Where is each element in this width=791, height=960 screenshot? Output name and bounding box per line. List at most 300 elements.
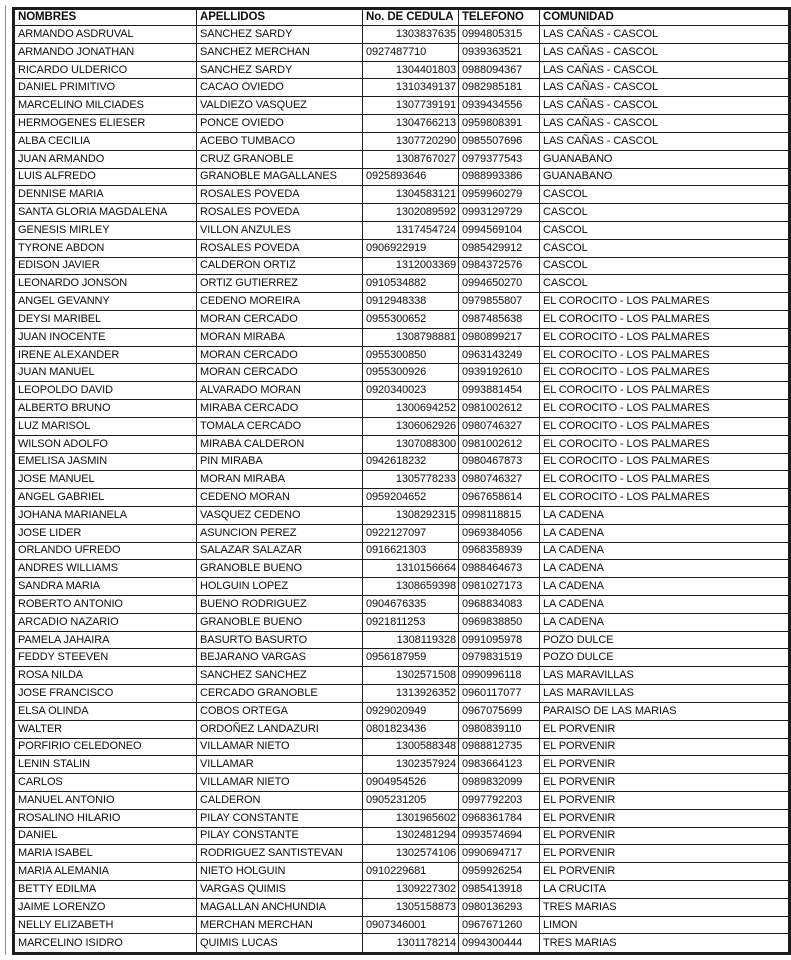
table-row xyxy=(14,898,790,916)
cell-telefono: 0967075699 xyxy=(459,702,540,720)
cell-telefono: 0989832099 xyxy=(459,774,540,792)
table-row xyxy=(14,221,790,239)
cell-comunidad: EL COROCITO - LOS PALMARES xyxy=(540,346,790,364)
cell-comunidad: EL COROCITO - LOS PALMARES xyxy=(540,364,790,382)
cell-apellidos: MERCHAN MERCHAN xyxy=(197,916,363,934)
cell-nombres: LEONARDO JONSON xyxy=(14,275,197,293)
cell-nombres: CARLOS xyxy=(14,774,197,792)
table-row xyxy=(14,720,790,738)
table-row xyxy=(14,685,790,703)
cell-comunidad: LAS CAÑAS - CASCOL xyxy=(540,97,790,115)
cell-nombres: DEYSI MARIBEL xyxy=(14,311,197,329)
cell-cedula: 0904676335 xyxy=(363,596,459,614)
cell-apellidos: ASUNCION PEREZ xyxy=(197,524,363,542)
table-body xyxy=(14,26,790,954)
cell-nombres: ANGEL GEVANNY xyxy=(14,293,197,311)
cell-cedula: 0956187959 xyxy=(363,649,459,667)
table-row xyxy=(14,186,790,204)
cell-telefono: 0994650270 xyxy=(459,275,540,293)
cell-apellidos: VILLAMAR xyxy=(197,756,363,774)
cell-comunidad: TRES MARIAS xyxy=(540,934,790,954)
table-row xyxy=(14,916,790,934)
cell-apellidos: ROSALES POVEDA xyxy=(197,186,363,204)
cell-apellidos: VALDIEZO VASQUEZ xyxy=(197,97,363,115)
cell-nombres: IRENE ALEXANDER xyxy=(14,346,197,364)
cell-cedula: 0925893646 xyxy=(363,168,459,186)
cell-nombres: MANUEL ANTONIO xyxy=(14,791,197,809)
cell-apellidos: CRUZ GRANOBLE xyxy=(197,150,363,168)
cell-telefono: 0979377543 xyxy=(459,150,540,168)
table-row xyxy=(14,667,790,685)
cell-telefono: 0998118815 xyxy=(459,506,540,524)
cell-telefono: 0969384056 xyxy=(459,524,540,542)
cell-comunidad: TRES MARIAS xyxy=(540,898,790,916)
cell-telefono: 0969838850 xyxy=(459,613,540,631)
cell-telefono: 0979855807 xyxy=(459,293,540,311)
cell-apellidos: GRANOBLE MAGALLANES xyxy=(197,168,363,186)
cell-cedula: 0904954526 xyxy=(363,774,459,792)
cell-telefono: 0963143249 xyxy=(459,346,540,364)
cell-comunidad: LIMON xyxy=(540,916,790,934)
cell-nombres: ROSALINO HILARIO xyxy=(14,809,197,827)
cell-nombres: SANDRA MARIA xyxy=(14,578,197,596)
cell-comunidad: POZO DULCE xyxy=(540,631,790,649)
cell-cedula: 1304401803 xyxy=(363,61,459,79)
cell-cedula: 0912948338 xyxy=(363,293,459,311)
cell-nombres: BETTY EDILMA xyxy=(14,881,197,899)
cell-telefono: 0980467873 xyxy=(459,453,540,471)
cell-comunidad: EL PORVENIR xyxy=(540,774,790,792)
table-row xyxy=(14,293,790,311)
cell-cedula: 1308767027 xyxy=(363,150,459,168)
cell-nombres: ELSA OLINDA xyxy=(14,702,197,720)
cell-nombres: LUZ MARISOL xyxy=(14,417,197,435)
cell-telefono: 0993574694 xyxy=(459,827,540,845)
cell-comunidad: EL PORVENIR xyxy=(540,720,790,738)
cell-nombres: EMELISA JASMIN xyxy=(14,453,197,471)
cell-telefono: 0985429912 xyxy=(459,239,540,257)
cell-cedula: 1317454724 xyxy=(363,221,459,239)
cell-telefono: 0980746327 xyxy=(459,417,540,435)
table-row xyxy=(14,756,790,774)
cell-nombres: LUIS ALFREDO xyxy=(14,168,197,186)
cell-comunidad: EL COROCITO - LOS PALMARES xyxy=(540,417,790,435)
cell-apellidos: SANCHEZ SANCHEZ xyxy=(197,667,363,685)
cell-telefono: 0994805315 xyxy=(459,26,540,44)
column-header-apellidos: APELLIDOS xyxy=(197,9,363,26)
cell-apellidos: ROSALES POVEDA xyxy=(197,239,363,257)
cell-telefono: 0997792203 xyxy=(459,791,540,809)
cell-cedula: 1310156664 xyxy=(363,560,459,578)
cell-apellidos: ORDOÑEZ LANDAZURI xyxy=(197,720,363,738)
table-row xyxy=(14,115,790,133)
cell-cedula: 1309227302 xyxy=(363,881,459,899)
cell-telefono: 0968361784 xyxy=(459,809,540,827)
table-row xyxy=(14,791,790,809)
cell-cedula: 1307739191 xyxy=(363,97,459,115)
cell-nombres: DANIEL xyxy=(14,827,197,845)
cell-comunidad: EL COROCITO - LOS PALMARES xyxy=(540,471,790,489)
cell-telefono: 0959808391 xyxy=(459,115,540,133)
table-row xyxy=(14,774,790,792)
cell-nombres: ROSA NILDA xyxy=(14,667,197,685)
cell-comunidad: GUANABANO xyxy=(540,168,790,186)
table-row xyxy=(14,239,790,257)
cell-telefono: 0993881454 xyxy=(459,382,540,400)
cell-cedula: 0910229681 xyxy=(363,863,459,881)
cell-nombres: ARCADIO NAZARIO xyxy=(14,613,197,631)
cell-comunidad: LA CADENA xyxy=(540,613,790,631)
cell-cedula: 1307720290 xyxy=(363,132,459,150)
cell-nombres: ARMANDO JONATHAN xyxy=(14,43,197,61)
table-row xyxy=(14,311,790,329)
cell-cedula: 1300588348 xyxy=(363,738,459,756)
column-header-comunidad: COMUNIDAD xyxy=(540,9,790,26)
table-row xyxy=(14,204,790,222)
cell-comunidad: EL PORVENIR xyxy=(540,791,790,809)
cell-telefono: 0981002612 xyxy=(459,435,540,453)
cell-comunidad: EL PORVENIR xyxy=(540,738,790,756)
cell-telefono: 0990694717 xyxy=(459,845,540,863)
cell-apellidos: ACEBO TUMBACO xyxy=(197,132,363,150)
cell-telefono: 0980746327 xyxy=(459,471,540,489)
cell-apellidos: VILLAMAR NIETO xyxy=(197,738,363,756)
cell-apellidos: VILLAMAR NIETO xyxy=(197,774,363,792)
table-row xyxy=(14,845,790,863)
cell-comunidad: EL COROCITO - LOS PALMARES xyxy=(540,435,790,453)
table-row xyxy=(14,26,790,44)
cell-nombres: JOHANA MARIANELA xyxy=(14,506,197,524)
cell-comunidad: CASCOL xyxy=(540,275,790,293)
cell-cedula: 1303837635 xyxy=(363,26,459,44)
cell-apellidos: CALDERON xyxy=(197,791,363,809)
cell-telefono: 0983664123 xyxy=(459,756,540,774)
cell-apellidos: MAGALLAN ANCHUNDIA xyxy=(197,898,363,916)
table-row xyxy=(14,79,790,97)
cell-comunidad: CASCOL xyxy=(540,186,790,204)
cell-cedula: 0920340023 xyxy=(363,382,459,400)
cell-apellidos: HOLGUIN LOPEZ xyxy=(197,578,363,596)
cell-apellidos: BASURTO BASURTO xyxy=(197,631,363,649)
table-row xyxy=(14,596,790,614)
cell-comunidad: LA CADENA xyxy=(540,578,790,596)
cell-comunidad: EL PORVENIR xyxy=(540,863,790,881)
cell-comunidad: PARAISO DE LAS MARIAS xyxy=(540,702,790,720)
cell-cedula: 1308292315 xyxy=(363,506,459,524)
cell-nombres: MARIA ALEMANIA xyxy=(14,863,197,881)
cell-nombres: JUAN ARMANDO xyxy=(14,150,197,168)
cell-telefono: 0988993386 xyxy=(459,168,540,186)
cell-comunidad: LA CADENA xyxy=(540,506,790,524)
cell-apellidos: RODRIGUEZ SANTISTEVAN xyxy=(197,845,363,863)
cell-nombres: RICARDO ULDERICO xyxy=(14,61,197,79)
cell-cedula: 0910534882 xyxy=(363,275,459,293)
cell-cedula: 0955300926 xyxy=(363,364,459,382)
cell-nombres: LEOPOLDO DAVID xyxy=(14,382,197,400)
cell-apellidos: CALDERON ORTIZ xyxy=(197,257,363,275)
cell-nombres: ALBERTO BRUNO xyxy=(14,400,197,418)
cell-comunidad: EL COROCITO - LOS PALMARES xyxy=(540,328,790,346)
cell-cedula: 1301178214 xyxy=(363,934,459,954)
cell-telefono: 0959926254 xyxy=(459,863,540,881)
table-row xyxy=(14,257,790,275)
cell-comunidad: LAS MARAVILLAS xyxy=(540,667,790,685)
cell-comunidad: CASCOL xyxy=(540,221,790,239)
cell-cedula: 1302089592 xyxy=(363,204,459,222)
cell-comunidad: LA CADENA xyxy=(540,524,790,542)
cell-apellidos: VASQUEZ CEDENO xyxy=(197,506,363,524)
cell-apellidos: NIETO HOLGUIN xyxy=(197,863,363,881)
cell-comunidad: EL PORVENIR xyxy=(540,756,790,774)
cell-nombres: JUAN INOCENTE xyxy=(14,328,197,346)
cell-telefono: 0988094367 xyxy=(459,61,540,79)
cell-apellidos: VARGAS QUIMIS xyxy=(197,881,363,899)
cell-telefono: 0980136293 xyxy=(459,898,540,916)
table-row xyxy=(14,560,790,578)
cell-telefono: 0959960279 xyxy=(459,186,540,204)
table-row xyxy=(14,809,790,827)
cell-telefono: 0979831519 xyxy=(459,649,540,667)
cell-nombres: JOSE FRANCISCO xyxy=(14,685,197,703)
cell-apellidos: TOMALA CERCADO xyxy=(197,417,363,435)
cell-telefono: 0968358939 xyxy=(459,542,540,560)
table-row xyxy=(14,61,790,79)
cell-nombres: WALTER xyxy=(14,720,197,738)
cell-telefono: 0967671260 xyxy=(459,916,540,934)
cell-nombres: PORFIRIO CELEDONEO xyxy=(14,738,197,756)
table-row xyxy=(14,168,790,186)
cell-cedula: 1307088300 xyxy=(363,435,459,453)
table-row xyxy=(14,863,790,881)
cell-cedula: 0907346001 xyxy=(363,916,459,934)
cell-cedula: 0916621303 xyxy=(363,542,459,560)
cell-comunidad: LAS CAÑAS - CASCOL xyxy=(540,79,790,97)
cell-comunidad: EL COROCITO - LOS PALMARES xyxy=(540,489,790,507)
table-row xyxy=(14,489,790,507)
table-row xyxy=(14,524,790,542)
cell-apellidos: QUIMIS LUCAS xyxy=(197,934,363,954)
cell-telefono: 0982985181 xyxy=(459,79,540,97)
cell-nombres: JOSE LIDER xyxy=(14,524,197,542)
cell-nombres: DENNISE MARIA xyxy=(14,186,197,204)
cell-nombres: FEDDY STEEVEN xyxy=(14,649,197,667)
table-row xyxy=(14,435,790,453)
cell-comunidad: CASCOL xyxy=(540,257,790,275)
cell-apellidos: GRANOBLE BUENO xyxy=(197,560,363,578)
cell-cedula: 0905231205 xyxy=(363,791,459,809)
cell-nombres: ROBERTO ANTONIO xyxy=(14,596,197,614)
cell-nombres: HERMOGENES ELIESER xyxy=(14,115,197,133)
cell-nombres: WILSON ADOLFO xyxy=(14,435,197,453)
table-row xyxy=(14,97,790,115)
cell-cedula: 0959204652 xyxy=(363,489,459,507)
table-row xyxy=(14,631,790,649)
table-row xyxy=(14,417,790,435)
cell-telefono: 0980899217 xyxy=(459,328,540,346)
table-row xyxy=(14,613,790,631)
cell-cedula: 1308798881 xyxy=(363,328,459,346)
header-row xyxy=(14,9,790,26)
table-row xyxy=(14,275,790,293)
cell-comunidad: GUANABANO xyxy=(540,150,790,168)
cell-nombres: JOSE MANUEL xyxy=(14,471,197,489)
cell-comunidad: LA CADENA xyxy=(540,560,790,578)
table-row xyxy=(14,506,790,524)
cell-nombres: MARCELINO ISIDRO xyxy=(14,934,197,954)
cell-nombres: ANGEL GABRIEL xyxy=(14,489,197,507)
cell-telefono: 0994569104 xyxy=(459,221,540,239)
cell-nombres: ALBA CECILIA xyxy=(14,132,197,150)
cell-telefono: 0987485638 xyxy=(459,311,540,329)
cell-nombres: LENIN STALIN xyxy=(14,756,197,774)
cell-apellidos: SANCHEZ SARDY xyxy=(197,26,363,44)
cell-comunidad: EL COROCITO - LOS PALMARES xyxy=(540,293,790,311)
cell-nombres: GENESIS MIRLEY xyxy=(14,221,197,239)
column-header-cedula: No. DE CEDULA xyxy=(363,9,459,26)
cell-apellidos: ROSALES POVEDA xyxy=(197,204,363,222)
cell-apellidos: COBOS ORTEGA xyxy=(197,702,363,720)
cell-nombres: MARIA ISABEL xyxy=(14,845,197,863)
cell-telefono: 0994300444 xyxy=(459,934,540,954)
cell-comunidad: LAS CAÑAS - CASCOL xyxy=(540,132,790,150)
cell-telefono: 0993129729 xyxy=(459,204,540,222)
cell-apellidos: MORAN MIRABA xyxy=(197,471,363,489)
cell-apellidos: CEDENO MORAN xyxy=(197,489,363,507)
cell-nombres: TYRONE ABDON xyxy=(14,239,197,257)
cell-comunidad: POZO DULCE xyxy=(540,649,790,667)
cell-nombres: SANTA GLORIA MAGDALENA xyxy=(14,204,197,222)
cell-comunidad: LAS CAÑAS - CASCOL xyxy=(540,61,790,79)
cell-comunidad: LAS MARAVILLAS xyxy=(540,685,790,703)
cell-cedula: 0906922919 xyxy=(363,239,459,257)
cell-cedula: 1305778233 xyxy=(363,471,459,489)
cell-cedula: 1302571508 xyxy=(363,667,459,685)
cell-apellidos: PILAY CONSTANTE xyxy=(197,827,363,845)
cell-cedula: 1301965602 xyxy=(363,809,459,827)
cell-nombres: PAMELA JAHAIRA xyxy=(14,631,197,649)
cell-comunidad: LAS CAÑAS - CASCOL xyxy=(540,26,790,44)
table-row xyxy=(14,649,790,667)
cell-apellidos: MORAN CERCADO xyxy=(197,311,363,329)
cell-telefono: 0968834083 xyxy=(459,596,540,614)
cell-comunidad: EL PORVENIR xyxy=(540,845,790,863)
cell-cedula: 1300694252 xyxy=(363,400,459,418)
cell-cedula: 0927487710 xyxy=(363,43,459,61)
cell-cedula: 0955300652 xyxy=(363,311,459,329)
column-header-nombres: NOMBRES xyxy=(14,9,197,26)
cell-cedula: 1304766213 xyxy=(363,115,459,133)
table-row xyxy=(14,578,790,596)
cell-comunidad: EL PORVENIR xyxy=(540,809,790,827)
cell-apellidos: SANCHEZ SARDY xyxy=(197,61,363,79)
cell-cedula: 0801823436 xyxy=(363,720,459,738)
cell-apellidos: GRANOBLE BUENO xyxy=(197,613,363,631)
cell-comunidad: EL PORVENIR xyxy=(540,827,790,845)
cell-cedula: 1312003369 xyxy=(363,257,459,275)
cell-telefono: 0985507696 xyxy=(459,132,540,150)
cell-nombres: ORLANDO UFREDO xyxy=(14,542,197,560)
cell-cedula: 1302481294 xyxy=(363,827,459,845)
table-row xyxy=(14,382,790,400)
cell-apellidos: PONCE OVIEDO xyxy=(197,115,363,133)
cell-telefono: 0939434556 xyxy=(459,97,540,115)
cell-telefono: 0988464673 xyxy=(459,560,540,578)
cell-apellidos: MIRABA CERCADO xyxy=(197,400,363,418)
cell-telefono: 0984372576 xyxy=(459,257,540,275)
table-row xyxy=(14,934,790,954)
cell-cedula: 0921811253 xyxy=(363,613,459,631)
table-row xyxy=(14,43,790,61)
cell-comunidad: LAS CAÑAS - CASCOL xyxy=(540,115,790,133)
cell-telefono: 0980839110 xyxy=(459,720,540,738)
table-row xyxy=(14,328,790,346)
cell-comunidad: LA CADENA xyxy=(540,542,790,560)
table-row xyxy=(14,738,790,756)
cell-apellidos: VILLON ANZULES xyxy=(197,221,363,239)
table-row xyxy=(14,132,790,150)
cell-cedula: 1310349137 xyxy=(363,79,459,97)
cell-apellidos: SALAZAR SALAZAR xyxy=(197,542,363,560)
cell-cedula: 0955300850 xyxy=(363,346,459,364)
table-row xyxy=(14,881,790,899)
cell-apellidos: MORAN MIRABA xyxy=(197,328,363,346)
table-row xyxy=(14,471,790,489)
cell-comunidad: LA CADENA xyxy=(540,596,790,614)
table-row xyxy=(14,702,790,720)
community-roster-table xyxy=(12,7,791,955)
cell-comunidad: CASCOL xyxy=(540,239,790,257)
table-row xyxy=(14,400,790,418)
cell-apellidos: CEDENO MOREIRA xyxy=(197,293,363,311)
scan-edge-line xyxy=(5,5,6,955)
cell-comunidad: EL COROCITO - LOS PALMARES xyxy=(540,311,790,329)
cell-telefono: 0939192610 xyxy=(459,364,540,382)
cell-nombres: ARMANDO ASDRUVAL xyxy=(14,26,197,44)
cell-telefono: 0960117077 xyxy=(459,685,540,703)
cell-telefono: 0990996118 xyxy=(459,667,540,685)
cell-telefono: 0991095978 xyxy=(459,631,540,649)
cell-comunidad: LA CRUCITA xyxy=(540,881,790,899)
cell-cedula: 1308119328 xyxy=(363,631,459,649)
cell-cedula: 1302574106 xyxy=(363,845,459,863)
cell-apellidos: MIRABA CALDERON xyxy=(197,435,363,453)
cell-nombres: JUAN MANUEL xyxy=(14,364,197,382)
cell-apellidos: MORAN CERCADO xyxy=(197,346,363,364)
cell-apellidos: ORTIZ GUTIERREZ xyxy=(197,275,363,293)
cell-cedula: 1302357924 xyxy=(363,756,459,774)
cell-telefono: 0981002612 xyxy=(459,400,540,418)
cell-cedula: 1304583121 xyxy=(363,186,459,204)
cell-nombres: NELLY ELIZABETH xyxy=(14,916,197,934)
cell-comunidad: CASCOL xyxy=(540,204,790,222)
cell-comunidad: EL COROCITO - LOS PALMARES xyxy=(540,382,790,400)
cell-apellidos: ALVARADO MORAN xyxy=(197,382,363,400)
column-header-telefono: TELEFONO xyxy=(459,9,540,26)
cell-telefono: 0981027173 xyxy=(459,578,540,596)
cell-apellidos: PIN MIRABA xyxy=(197,453,363,471)
table-row xyxy=(14,542,790,560)
cell-cedula: 0929020949 xyxy=(363,702,459,720)
cell-nombres: MARCELINO MILCIADES xyxy=(14,97,197,115)
cell-nombres: DANIEL PRIMITIVO xyxy=(14,79,197,97)
cell-apellidos: BEJARANO VARGAS xyxy=(197,649,363,667)
cell-apellidos: MORAN CERCADO xyxy=(197,364,363,382)
cell-cedula: 0922127097 xyxy=(363,524,459,542)
cell-comunidad: EL COROCITO - LOS PALMARES xyxy=(540,453,790,471)
cell-nombres: JAIME LORENZO xyxy=(14,898,197,916)
table-row xyxy=(14,453,790,471)
table-row xyxy=(14,150,790,168)
